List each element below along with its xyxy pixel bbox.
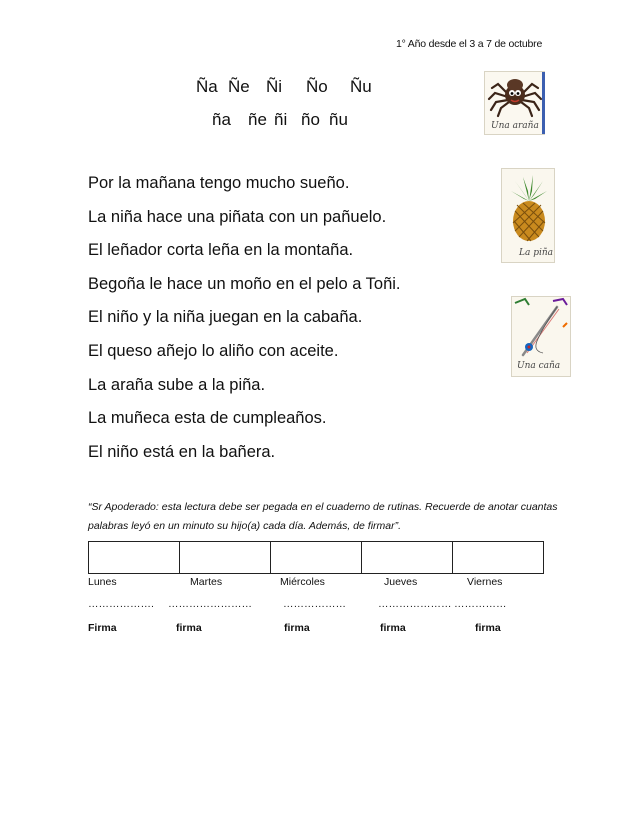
weekly-record-table — [88, 541, 544, 574]
sentence: La araña sube a la piña. — [88, 375, 266, 394]
syllable-upper: Ñi — [266, 77, 283, 96]
signature-label: firma — [475, 622, 501, 634]
signature-label: firma — [176, 622, 202, 634]
syllable-lower: ñe — [248, 110, 267, 129]
picture-caption: Una caña — [517, 361, 561, 371]
day-cell[interactable] — [89, 542, 180, 573]
fishing-rod-icon — [513, 297, 571, 359]
pineapple-icon — [503, 171, 555, 243]
day-label: Jueves — [384, 576, 418, 588]
sentence: El leñador corta leña en la montaña. — [88, 241, 354, 260]
day-cell[interactable] — [180, 542, 271, 573]
day-label: Viernes — [467, 576, 503, 588]
reading-sentences — [88, 173, 508, 475]
pineapple-picture — [501, 168, 555, 263]
syllables-lower — [212, 110, 348, 130]
signature-label: firma — [284, 622, 310, 634]
sentence: El niño y la niña juegan en la cabaña. — [88, 308, 363, 327]
picture-caption: Una araña — [491, 121, 539, 131]
spider-picture — [484, 71, 545, 135]
signature-label: firma — [380, 622, 406, 634]
dotted-line: ……………… — [283, 598, 346, 610]
sentence: Begoña le hace un moño en el pelo a Toñi. — [88, 274, 401, 293]
sentence: La muñeca esta de cumpleaños. — [88, 409, 327, 428]
syllable-upper: Ño — [306, 77, 328, 96]
syllable-upper: Ña — [196, 77, 218, 96]
syllable-upper: Ñe — [228, 77, 250, 96]
day-cell[interactable] — [362, 542, 453, 573]
syllable-lower: ña — [212, 110, 231, 129]
day-label: Miércoles — [280, 576, 325, 588]
syllable-lower: ñu — [329, 110, 348, 129]
sentence: El queso añejo lo aliño con aceite. — [88, 341, 339, 360]
picture-caption: La piña — [519, 248, 554, 258]
sentence: Por la mañana tengo mucho sueño. — [88, 174, 350, 192]
fishing-rod-picture — [511, 296, 571, 377]
sentence: La niña hace una piñata con un pañuelo. — [88, 207, 387, 226]
dotted-line: ………………. — [88, 598, 154, 610]
sentence: El niño está en la bañera. — [88, 442, 276, 461]
syllable-lower: ñi — [274, 110, 288, 129]
day-cell[interactable] — [453, 542, 543, 573]
spider-icon — [486, 74, 544, 118]
syllables-upper — [196, 77, 372, 97]
day-label: Lunes — [88, 576, 117, 588]
dotted-line: ………………… — [378, 598, 452, 610]
day-cell[interactable] — [271, 542, 362, 573]
syllable-upper: Ñu — [350, 77, 372, 96]
parent-note: “Sr Apoderado: esta lectura debe ser pegada en el cuaderno de rutinas. Recuerde de anotar cuantas palabras leyó en un minuto su hijo(a) cada día. Además, de firmar”. — [88, 501, 558, 532]
syllable-lower: ño — [301, 110, 320, 129]
day-label: Martes — [190, 576, 223, 588]
dotted-line: …………………… — [168, 598, 252, 610]
dotted-line: …………… — [454, 598, 507, 610]
signature-label: Firma — [88, 622, 117, 634]
date-line: 1° Año desde el 3 a 7 de octubre — [396, 38, 543, 50]
